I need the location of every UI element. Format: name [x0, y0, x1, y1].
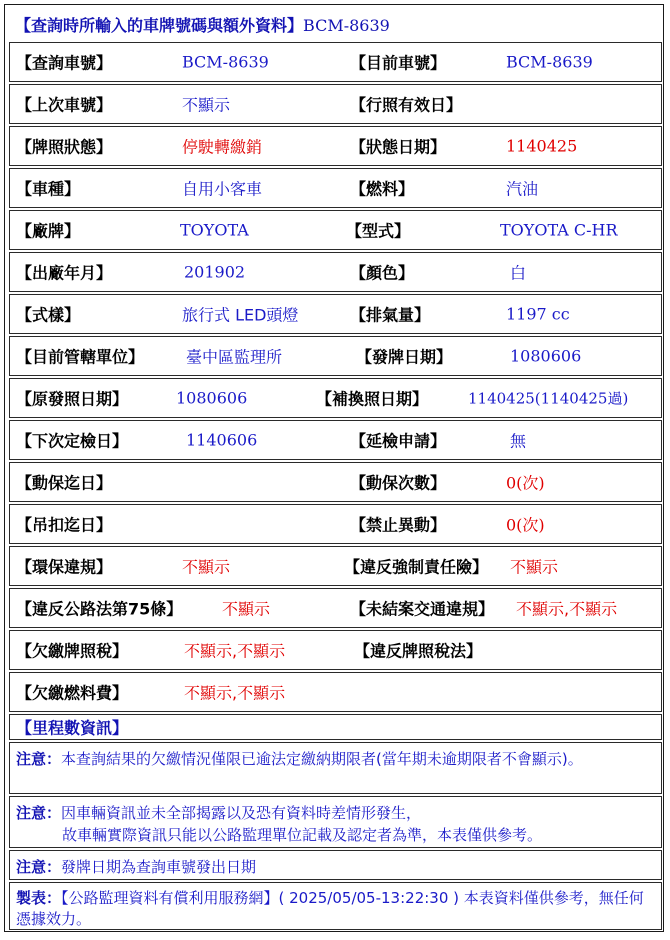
row-original-issue: [9, 378, 662, 418]
value: BCM-8639: [182, 52, 269, 72]
label: 【下次定檢日】: [16, 431, 129, 451]
value: 1140425(1140425過): [468, 389, 629, 408]
label: 【式樣】: [16, 305, 81, 325]
value: 1140425: [506, 136, 578, 156]
row-vehicle-type: [9, 168, 662, 208]
label: 【欠繳牌照稅】: [16, 641, 129, 661]
label: 【狀態日期】: [350, 137, 447, 157]
label: 【顏色】: [350, 263, 415, 283]
label: 【環保違規】: [16, 557, 113, 577]
label: 【出廠年月】: [16, 263, 113, 283]
value: 不顯示,不顯示: [184, 641, 286, 661]
label: 【動保迄日】: [16, 473, 113, 493]
value: 201902: [184, 262, 246, 282]
label: 【延檢申請】: [350, 431, 447, 451]
row-environmental: [9, 546, 662, 586]
value: 1197 cc: [506, 304, 570, 324]
note-text: 注意：因車輛資訊並未全部揭露以及恐有資料時差情形發生， 故車輛實際資訊只能以公路監理單位記載及認定者為準，本表僅供參考。: [16, 804, 543, 844]
label: 【車種】: [16, 179, 81, 199]
value: 1140606: [186, 430, 258, 450]
value: 0(次): [506, 515, 545, 535]
value: 停駛轉繳銷: [182, 137, 263, 157]
label: 【原發照日期】: [16, 389, 129, 409]
value: TOYOTA: [180, 220, 249, 240]
row-manufacture-date: [9, 252, 662, 292]
row-highway-law: [9, 588, 662, 628]
vehicle-info-table: [4, 4, 664, 932]
value: 不顯示: [222, 599, 271, 619]
row-next-inspection: [9, 420, 662, 460]
label: 【廠牌】: [16, 221, 81, 241]
value: 旅行式 LED頭燈: [182, 305, 299, 325]
value: 汽油: [506, 179, 539, 199]
note-row-2: [9, 796, 662, 848]
value: 不顯示: [182, 95, 231, 115]
title-prefix: 【查詢時所輸入的車牌號碼與額外資料】: [15, 16, 304, 35]
label: 【排氣量】: [350, 305, 431, 325]
row-jurisdiction: [9, 336, 662, 376]
row-fuel-fee: [9, 672, 662, 712]
title-row: [9, 8, 662, 38]
label: 【違反公路法第75條】: [16, 599, 183, 619]
title-plate: BCM-8639: [303, 16, 390, 35]
label: 【動保次數】: [350, 473, 447, 493]
note-row-1: [9, 742, 662, 794]
value: BCM-8639: [506, 52, 593, 72]
label: 【行照有效日】: [350, 95, 463, 115]
row-suspension-until: [9, 504, 662, 544]
value: 0(次): [506, 473, 545, 493]
note-row-3: [9, 850, 662, 880]
value: 臺中區監理所: [186, 347, 283, 367]
value: 不顯示,不顯示: [184, 683, 286, 703]
value: 白: [510, 263, 527, 283]
note-label: 注意：: [16, 804, 62, 822]
label: 【型式】: [346, 221, 411, 241]
label: 【禁止異動】: [350, 515, 447, 535]
label: 【目前車號】: [350, 53, 447, 73]
label: 【牌照狀態】: [16, 137, 113, 157]
note-label: 注意：: [16, 750, 62, 768]
row-plate-status: [9, 126, 662, 166]
label: 【補換照日期】: [316, 389, 429, 409]
value: TOYOTA C-HR: [500, 220, 618, 240]
page-title: [15, 13, 390, 36]
value: 不顯示: [510, 557, 559, 577]
label: 【發牌日期】: [356, 347, 453, 367]
row-security-until: [9, 462, 662, 502]
footer-row: [9, 882, 662, 930]
note-label: 注意：: [16, 858, 62, 876]
footer-label: 製表：: [16, 889, 62, 907]
label: 【查詢車號】: [16, 53, 113, 73]
row-license-tax: [9, 630, 662, 670]
value: 不顯示,不顯示: [516, 599, 618, 619]
value: 不顯示: [182, 557, 231, 577]
label: 【違反強制責任險】: [344, 557, 489, 577]
label: 【上次車號】: [16, 95, 113, 115]
label: 【燃料】: [350, 179, 415, 199]
label: 【未結案交通違規】: [350, 599, 495, 619]
note-text: 注意：本查詢結果的欠繳情況僅限已逾法定繳納期限者(當年期未逾期限者不會顯示)。: [16, 750, 583, 768]
row-style: [9, 294, 662, 334]
value: 自用小客車: [182, 179, 263, 199]
mileage-section-title: 【里程數資訊】: [16, 718, 129, 738]
label: 【欠繳燃料費】: [16, 683, 129, 703]
row-plate-query: [9, 42, 662, 82]
value: 無: [510, 431, 527, 451]
mileage-section-row: [9, 714, 662, 740]
value: 1080606: [510, 346, 582, 366]
footer-text: 製表：【公路監理資料有償利用服務網】( 2025/05/05-13:22:30 ) 本表資料僅供參考，無任何憑據效力。: [16, 889, 644, 928]
label: 【違反牌照稅法】: [354, 641, 483, 661]
note-text: 注意：發牌日期為查詢車號發出日期: [16, 858, 257, 876]
label: 【吊扣迄日】: [16, 515, 113, 535]
label: 【目前管轄單位】: [16, 347, 145, 367]
row-previous-plate: [9, 84, 662, 124]
value: 1080606: [176, 388, 248, 408]
row-brand: [9, 210, 662, 250]
